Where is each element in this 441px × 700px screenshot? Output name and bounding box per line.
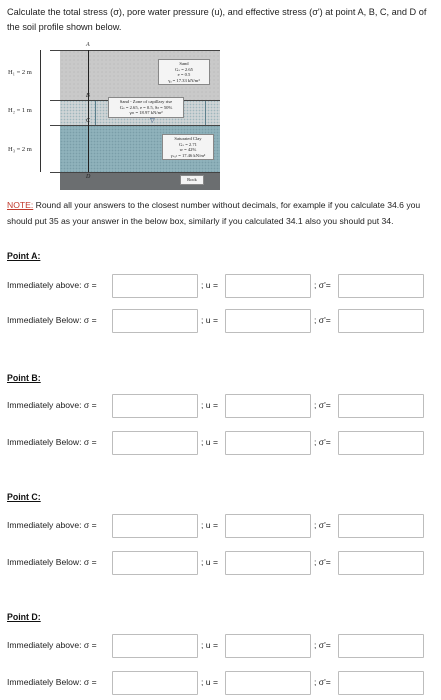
sand-specific-gravity: Gₛ = 2.65 [175, 66, 193, 72]
u-label: ; u = [201, 315, 218, 325]
point-b-heading: Point B: [7, 373, 41, 383]
point-label-a: A [86, 42, 90, 48]
u-label: ; u = [201, 640, 218, 650]
u-label: ; u = [201, 437, 218, 447]
capillary-rise-line [205, 100, 206, 125]
u-label: ; u = [201, 400, 218, 410]
question-text: Calculate the total stress (σ), pore water pressure (u), and effective stress (σ') at point A, B, C, and D of the soil profile shown below. [7, 7, 427, 32]
point-b-below-row [0, 431, 441, 455]
water-table-icon: ▽ [150, 118, 155, 124]
sand-layer-name: Sand [179, 61, 189, 66]
clay-specific-gravity: Gₛ = 2.71 [179, 141, 197, 147]
dimension-line-h3 [40, 125, 41, 172]
point-a-below-effective-input[interactable] [338, 309, 424, 333]
point-a-above-row [0, 274, 441, 298]
clay-properties-box [162, 134, 214, 160]
sand-void-ratio: e = 0.5 [177, 72, 191, 78]
point-d-above-sigma-input[interactable] [112, 634, 198, 658]
effective-stress-label: ; σ'= [314, 400, 331, 410]
point-b-above-sigma-input[interactable] [112, 394, 198, 418]
below-sigma-label: Immediately Below: σ = [7, 677, 97, 687]
dimension-label-h1: H₁ = 2 m [8, 69, 32, 76]
capillary-properties: Gₛ = 2.65, e = 0.5, Sr = 50% [119, 104, 173, 110]
point-label-c: C [86, 118, 91, 124]
point-a-above-u-input[interactable] [225, 274, 311, 298]
point-d-heading: Point D: [7, 612, 41, 622]
point-b-below-sigma-input[interactable] [112, 431, 198, 455]
point-a-below-sigma-input[interactable] [112, 309, 198, 333]
below-sigma-label: Immediately Below: σ = [7, 437, 97, 447]
u-label: ; u = [201, 557, 218, 567]
ground-surface-line [50, 50, 220, 51]
rock-boundary-line [50, 172, 220, 173]
effective-stress-label: ; σ'= [314, 280, 331, 290]
clay-water-content: w = 42% [179, 147, 197, 153]
point-a-below-u-input[interactable] [225, 309, 311, 333]
below-sigma-label: Immediately Below: σ = [7, 315, 97, 325]
point-axis-line [88, 50, 89, 172]
point-d-above-u-input[interactable] [225, 634, 311, 658]
effective-stress-label: ; σ'= [314, 520, 331, 530]
effective-stress-label: ; σ'= [314, 557, 331, 567]
rock-layer-name: Rock [187, 177, 197, 182]
sand-properties-box [158, 59, 210, 85]
point-b-above-effective-input[interactable] [338, 394, 424, 418]
note-label: NOTE: [7, 200, 34, 210]
effective-stress-label: ; σ'= [314, 315, 331, 325]
capillary-unit-weight: γₘ = 18.97 kN/m³ [129, 110, 163, 116]
soil-profile-diagram [0, 40, 220, 192]
point-c-above-row [0, 514, 441, 538]
point-a-above-effective-input[interactable] [338, 274, 424, 298]
u-label: ; u = [201, 520, 218, 530]
rounding-note [7, 197, 435, 229]
point-b-above-u-input[interactable] [225, 394, 311, 418]
point-d-below-effective-input[interactable] [338, 671, 424, 695]
above-sigma-label: Immediately above: σ = [7, 520, 97, 530]
point-c-above-sigma-input[interactable] [112, 514, 198, 538]
u-label: ; u = [201, 677, 218, 687]
capillary-rise-line [95, 100, 96, 125]
water-table-line [50, 125, 220, 126]
rock-label-box [180, 175, 204, 185]
point-label-b: B [86, 93, 90, 99]
point-c-above-effective-input[interactable] [338, 514, 424, 538]
dimension-line-h2 [40, 100, 41, 125]
point-d-below-u-input[interactable] [225, 671, 311, 695]
below-sigma-label: Immediately Below: σ = [7, 557, 97, 567]
point-d-above-row [0, 634, 441, 658]
note-text: Round all your answers to the closest number without decimals, for example if you calculate 34.6 you should put 35 as your answer in the below box, similarly if you calculated 34.1 also you should put 34. [7, 200, 421, 226]
point-d-below-row [0, 671, 441, 695]
dimension-label-h2: H₂ = 1 m [8, 107, 32, 114]
point-c-below-effective-input[interactable] [338, 551, 424, 575]
point-a-below-row [0, 309, 441, 333]
point-c-below-sigma-input[interactable] [112, 551, 198, 575]
effective-stress-label: ; σ'= [314, 677, 331, 687]
clay-unit-weight: γₛₐₜ = 17.46 kN/m³ [170, 152, 206, 158]
point-b-below-u-input[interactable] [225, 431, 311, 455]
point-c-heading: Point C: [7, 492, 41, 502]
dimension-label-h3: H₃ = 2 m [8, 146, 32, 153]
above-sigma-label: Immediately above: σ = [7, 640, 97, 650]
capillary-layer-name: Sand - Zone of capillary rise [119, 99, 173, 104]
sand-unit-weight: γₐ = 17.33 kN/m³ [168, 77, 200, 83]
effective-stress-label: ; σ'= [314, 640, 331, 650]
above-sigma-label: Immediately above: σ = [7, 400, 97, 410]
point-a-heading: Point A: [7, 251, 41, 261]
point-a-above-sigma-input[interactable] [112, 274, 198, 298]
point-b-below-effective-input[interactable] [338, 431, 424, 455]
u-label: ; u = [201, 280, 218, 290]
point-b-above-row [0, 394, 441, 418]
effective-stress-label: ; σ'= [314, 437, 331, 447]
point-c-below-row [0, 551, 441, 575]
point-c-above-u-input[interactable] [225, 514, 311, 538]
point-d-above-effective-input[interactable] [338, 634, 424, 658]
point-label-d: D [86, 174, 91, 180]
dimension-line-h1 [40, 50, 41, 100]
point-c-below-u-input[interactable] [225, 551, 311, 575]
above-sigma-label: Immediately above: σ = [7, 280, 97, 290]
point-d-below-sigma-input[interactable] [112, 671, 198, 695]
capillary-properties-box [108, 97, 184, 118]
clay-layer-name: Saturated Clay [174, 136, 202, 141]
